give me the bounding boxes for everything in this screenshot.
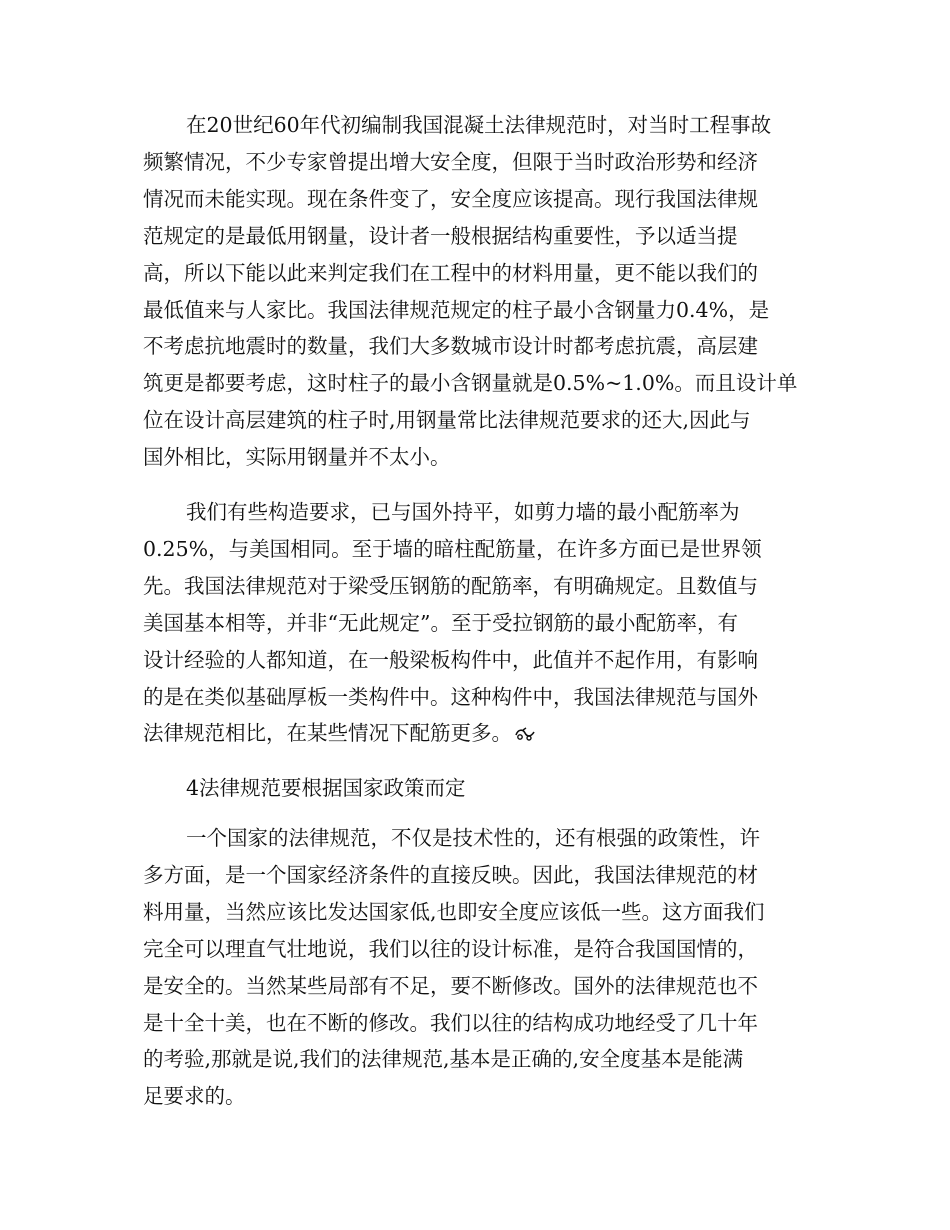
paragraph-line-text: 法律规范相比，在某些情况下配筋更多。 [143,721,512,746]
paragraph-line: 料用量，当然应该比发达国家低,也即安全度应该低一些。这方面我们 [143,899,765,924]
paragraph-line: 是安全的。当然某些局部有不足，要不断修改。国外的法律规范也不 [143,973,758,998]
paragraph-line: 情况而未能实现。现在条件变了，安全度应该提高。现行我国法律规 [143,186,758,211]
paragraph-line: 是十全十美，也在不断的修改。我们以往的结构成功地经受了几十年 [143,1010,758,1035]
paragraph-line: 先。我国法律规范对于梁受压钢筋的配筋率，有明确规定。且数值与 [143,573,758,598]
section-heading [143,770,823,807]
paragraph-line: 筑更是都要考虑，这时柱子的最小含钢量就是0.5%~1.0%。而且设计单 [143,371,798,396]
paragraph-line: 频繁情况，不少专家曾提出增大安全度，但限于当时政治形势和经济 [143,149,758,174]
paragraph-2 [143,494,823,752]
ornament-icon [514,726,536,742]
paragraph-line: 不考虑抗地震时的数量，我们大多数城市设计时都考虑抗震，高层建 [143,334,758,359]
paragraph-line: 美国基本相等，并非“无此规定”。至于受拉钢筋的最小配筋率，有 [143,610,738,635]
paragraph-3 [143,820,823,1115]
paragraph-line: 在20世纪60年代初编制我国混凝土法律规范时，对当时工程事故 [186,113,772,137]
paragraph-line: 我们有些构造要求，已与国外持平，如剪力墙的最小配筋率为 [186,500,740,524]
paragraph-line: 的是在类似基础厚板一类构件中。这种构件中，我国法律规范与国外 [143,684,758,709]
paragraph-line: 足要求的。 [143,1084,246,1109]
section-heading-text: 4法律规范要根据国家政策而定 [186,776,466,800]
paragraph-line: 设计经验的人都知道，在一般梁板构件中，此值并不起作用，有影响 [143,647,758,672]
paragraph-line: 位在设计高层建筑的柱子时,用钢量常比法律规范要求的还大,因此与 [143,408,751,433]
paragraph-line: 0.25%，与美国相同。至于墙的暗柱配筋量，在许多方面已是世界领 [143,536,762,561]
paragraph-line: 范规定的是最低用钢量，设计者一般根据结构重要性，予以适当提 [143,223,738,248]
paragraph-line: 最低值来与人家比。我国法律规范规定的柱子最小含钢量力0.4%，是 [143,297,770,322]
paragraph-line-last [143,715,823,752]
paragraph-line: 多方面，是一个国家经济条件的直接反映。因此，我国法律规范的材 [143,862,758,887]
paragraph-line: 一个国家的法律规范，不仅是技术性的，还有根强的政策性，许 [186,826,760,850]
paragraph-line: 高，所以下能以此来判定我们在工程中的材料用量，更不能以我们的 [143,260,758,285]
paragraph-1 [143,107,823,476]
paragraph-line: 的考验,那就是说,我们的法律规范,基本是正确的,安全度基本是能满 [143,1047,744,1072]
paragraph-line: 国外相比，实际用钢量并不太小。 [143,445,451,470]
paragraph-line: 完全可以理直气壮地说，我们以往的设计标准，是符合我国国情的， [143,936,758,961]
